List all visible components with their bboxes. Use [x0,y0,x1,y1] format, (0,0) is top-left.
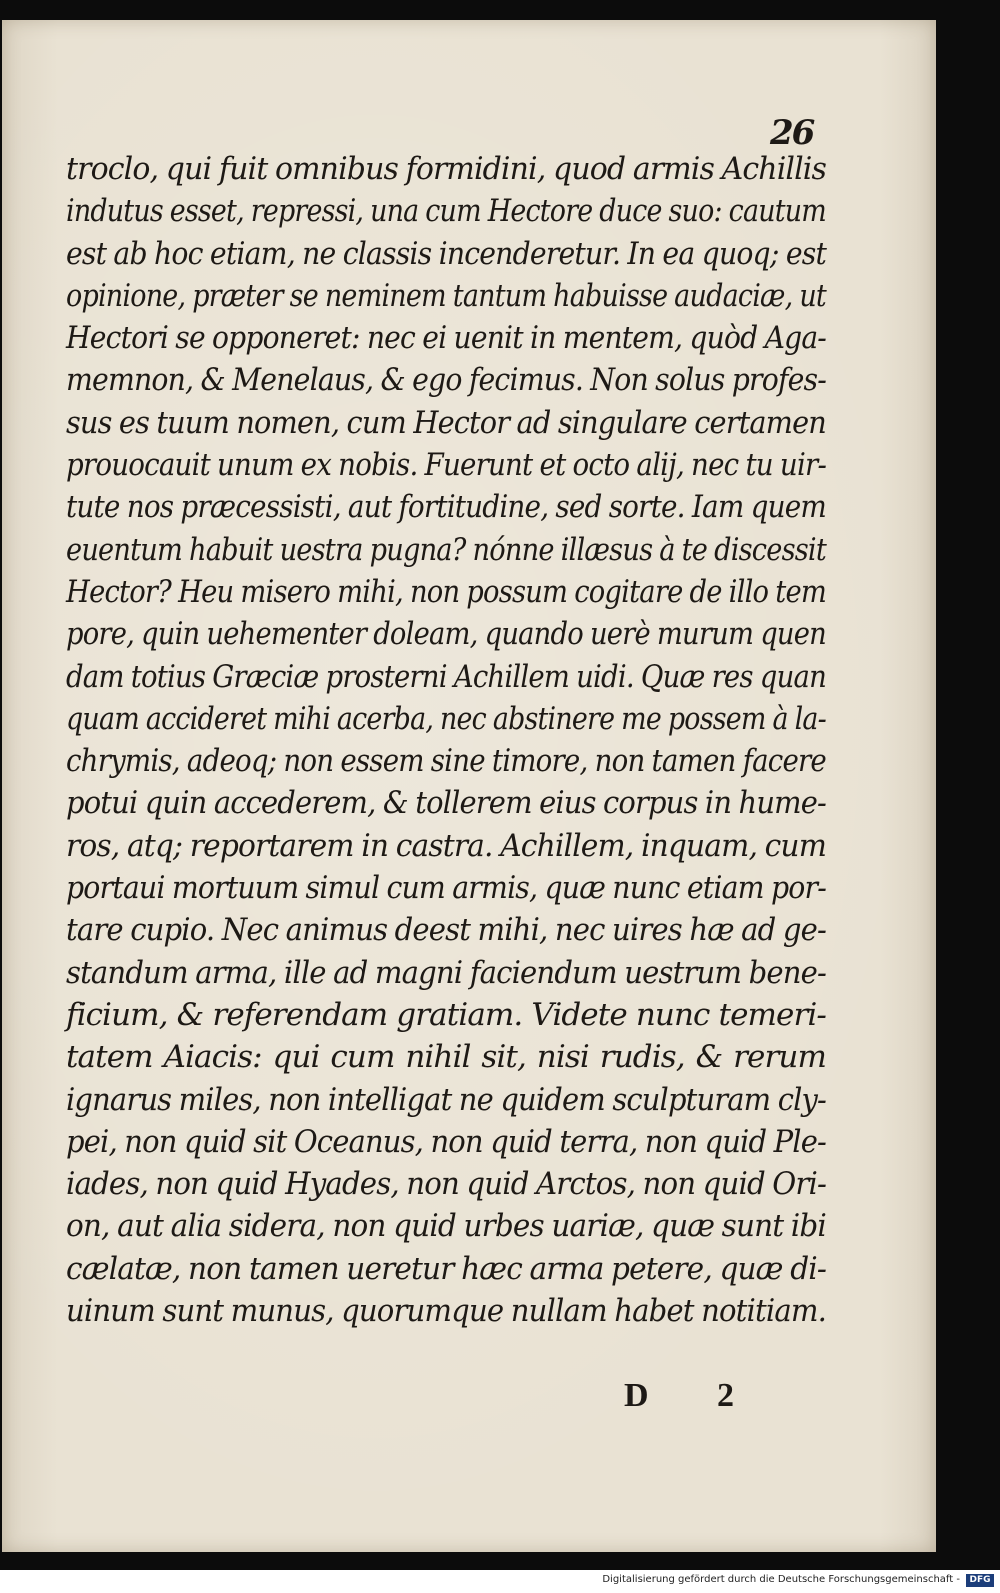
text-line: ros, atq; reportarem in castra. Achillem, inquam, cum [66,827,826,864]
text-line: dam totius Græciæ prosterni Achillem uidi. Quæ res quan [66,658,826,695]
text-line: memnon, & Menelaus, & ego fecimus. Non solus profes- [66,362,826,399]
text-line: quam accideret mihi acerba, nec abstinere me possem à la- [66,700,826,737]
text-line: sus es tuum nomen, cum Hector ad singulare certamen [66,404,826,441]
text-line: potui quin accederem, & tollerem eius corpus in hume- [66,785,826,822]
text-line: euentum habuit uestra pugna? nónne illæsus à te discessit [66,531,826,568]
text-line: troclo, qui fuit omnibus formidini, quod armis Achillis [66,151,826,187]
text-line: chrymis, adeoq; non essem sine timore, non tamen facere [66,743,826,780]
text-line: tare cupio. Nec animus deest mihi, nec uires hæ ad ge- [66,912,826,949]
text-line: Hector? Heu misero mihi, non possum cogitare de illo tem [66,573,826,610]
text-line: est ab hoc etiam, ne classis incenderetur. In ea quoq; est [66,235,826,272]
text-line: tute nos præcessisti, aut fortitudine, sed sorte. Iam quem [66,489,826,526]
text-body [66,148,826,1332]
text-line: tatem Aiacis: qui cum nihil sit, nisi rudis, & rerum [66,1039,826,1076]
text-line: pore, quin uehementer doleam, quando uerè murum quen [66,616,826,653]
book-page [2,20,936,1552]
text-line: uinum sunt munus, quorumque nullam habet notitiam. [66,1293,826,1330]
dfg-logo-icon: DFG [966,1574,994,1587]
text-line: prouocauit unum ex nobis. Fuerunt et octo alij, nec tu uir- [66,447,826,484]
text-line: standum arma, ille ad magni faciendum uestrum bene- [66,954,826,991]
funding-credit: Digitalisierung gefördert durch die Deutsche Forschungsgemeinschaft - [602,1574,960,1585]
text-line: on, aut alia sidera, non quid urbes uariæ, quæ sunt ibi [66,1208,826,1245]
digitization-footer [0,1570,1000,1593]
text-line: opinione, præter se neminem tantum habuisse audaciæ, ut [66,277,826,314]
text-line: ficium, & referendam gratiam. Videte nunc temeri- [66,996,826,1033]
text-line: ignarus miles, non intelligat ne quidem sculpturam cly- [66,1081,826,1118]
text-line: iades, non quid Hyades, non quid Arctos, non quid Ori- [66,1166,826,1203]
text-line: cælatæ, non tamen ueretur hæc arma petere, quæ di- [66,1250,826,1287]
page-number: 26 [770,113,814,153]
text-line: Hectori se opponeret: nec ei uenit in mentem, quòd Aga- [66,320,826,357]
text-line: indutus esset, repressi, una cum Hectore duce suo: cautum [66,193,826,230]
signature-mark: D 2 [624,1377,765,1414]
text-line: portaui mortuum simul cum armis, quæ nunc etiam por- [66,870,826,907]
text-line: pei, non quid sit Oceanus, non quid terra, non quid Ple- [66,1123,826,1160]
